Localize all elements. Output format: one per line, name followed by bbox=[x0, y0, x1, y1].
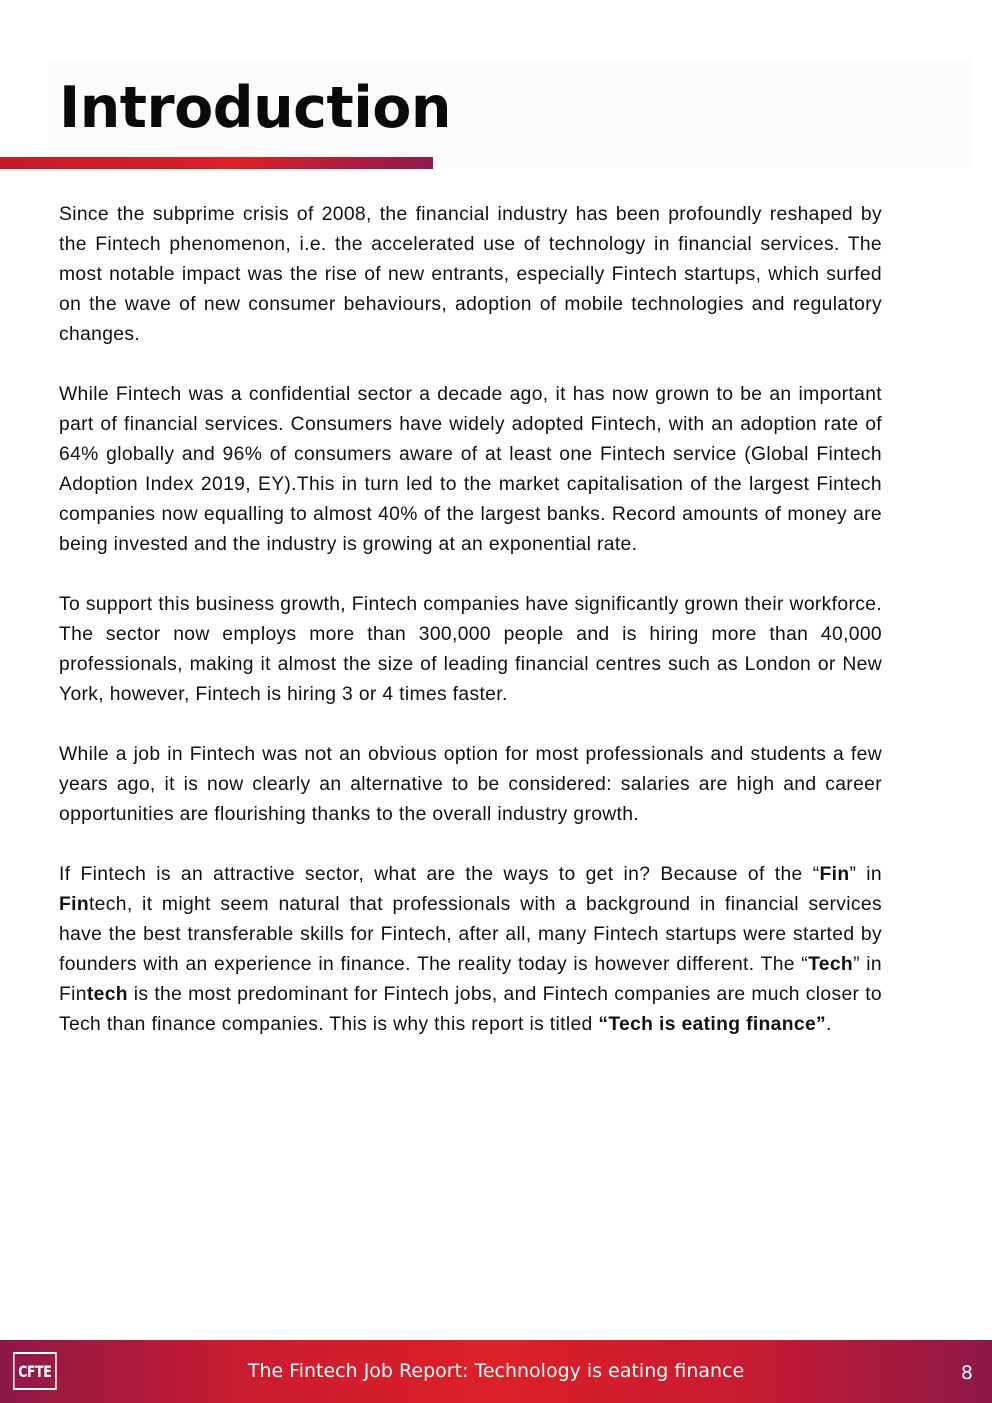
bold-text-run: Fin bbox=[59, 894, 89, 915]
text-run: If Fintech is an attractive sector, what are the ways to get in? Because of the “ bbox=[59, 864, 820, 885]
text-run: While Fintech was a confidential sector a decade ago, it has now grown to be an important part of financial services. Consumers have widely adopted Fintech, with an adoption rate of 64% globally and 96% of consumers aware of at least one Fintech service (Global Fintech Adoption Index 2019, EY).This in turn led to the market capitalisation of the largest Fintech companies now equalling to almost 40% of the largest banks. Record amounts of money are being invested and the industry is growing at an exponential rate. bbox=[59, 384, 882, 555]
cfte-logo: CFTE bbox=[13, 1352, 57, 1390]
page-number: 8 bbox=[960, 1362, 973, 1384]
paragraph-1 bbox=[59, 200, 882, 350]
bold-text-run: tech bbox=[86, 984, 128, 1005]
footer-report-title: The Fintech Job Report: Technology is eating finance bbox=[247, 1360, 745, 1382]
text-run: While a job in Fintech was not an obvious option for most professionals and students a few years ago, it is now clearly an alternative to be considered: salaries are high and career opportunities are flourishing thanks to the overall industry growth. bbox=[59, 744, 882, 825]
page-footer bbox=[0, 1340, 992, 1403]
paragraph-4 bbox=[59, 740, 882, 830]
text-run: ” in bbox=[849, 864, 883, 885]
text-run: . bbox=[826, 1014, 832, 1035]
text-run: Since the subprime crisis of 2008, the financial industry has been profoundly reshaped by the Fintech phenomenon, i.e. the accelerated use of technology in financial services. The most notable impact was the rise of new entrants, especially Fintech startups, which surfed on the wave of new consumer behaviours, adoption of mobile technologies and regulatory changes. bbox=[59, 204, 882, 345]
bold-text-run: “Tech is eating finance” bbox=[598, 1014, 827, 1035]
body-text bbox=[59, 200, 882, 1070]
bold-text-run: Tech bbox=[808, 954, 854, 975]
text-run: tech, it might seem natural that professionals with a background in financial services have the best transferable skills for Fintech, after all, many Fintech startups were started by founders with an experience in finance. The reality today is however different. The “ bbox=[59, 894, 882, 975]
paragraph-5 bbox=[59, 860, 882, 1040]
text-run: To support this business growth, Fintech companies have significantly grown their workforce. The sector now employs more than 300,000 people and is hiring more than 40,000 professionals, making it almost the size of leading financial centres such as London or New York, however, Fintech is hiring 3 or 4 times faster. bbox=[59, 594, 882, 705]
text-run: is the most predominant for Fintech jobs, and Fintech companies are much closer to Tech than finance companies. This is why this report is titled bbox=[59, 984, 882, 1035]
title-underline-bar bbox=[0, 157, 433, 169]
paragraph-3 bbox=[59, 590, 882, 710]
text-run: ” in Fin bbox=[59, 954, 883, 1005]
page-title: Introduction bbox=[59, 75, 451, 141]
bold-text-run: Fin bbox=[819, 864, 850, 885]
paragraph-2 bbox=[59, 380, 882, 560]
